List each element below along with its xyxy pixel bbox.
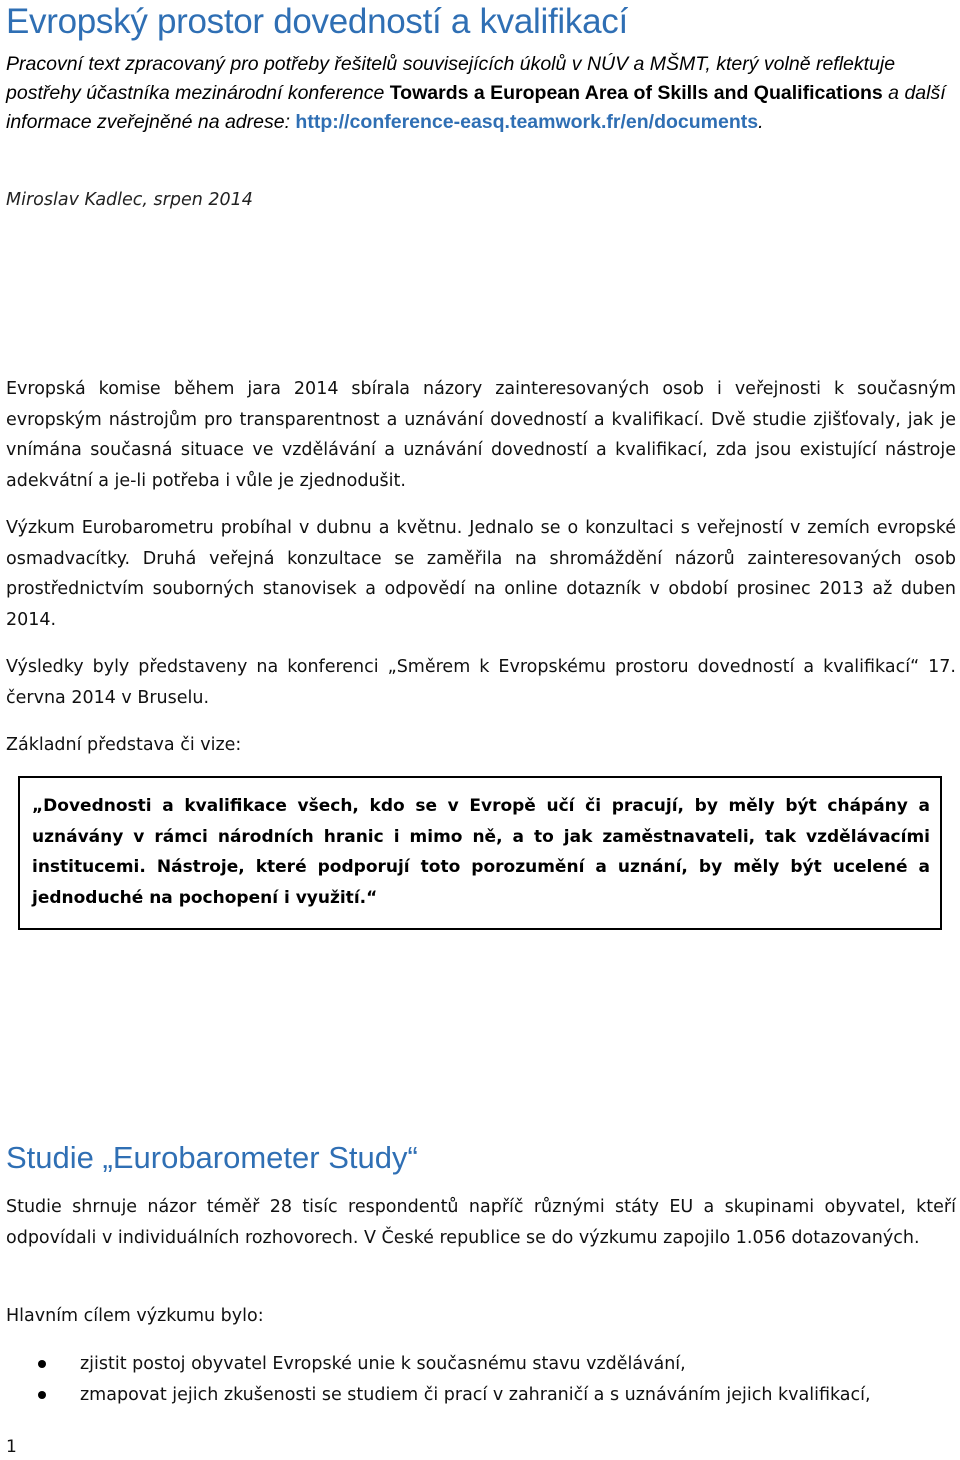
list-item: [30, 1380, 950, 1411]
list-item-text: zjistit postoj obyvatel Evropské unie k současnému stavu vzdělávání,: [80, 1354, 686, 1374]
intro-text-2: a další informace zveřejněné na adrese:: [6, 82, 946, 133]
page-title: Evropský prostor dovedností a kvalifikací: [6, 2, 628, 41]
paragraph-eurobarometer: Výzkum Eurobarometru probíhal v dubnu a květnu. Jednalo se o konzultaci s veřejností v zemích evropské osmadvacítky. Druhá veřejná konzultace se zaměřila na shromáždění názorů zainteresovaných osob prostřednictvím souborných stanovisek a odpovědí na online dotazník v období prosinec 2013 až duben 2014.: [6, 518, 956, 630]
intro-text: Pracovní text zpracovaný pro potřeby řešitelů souvisejících úkolů v NÚV a MŠMT, který volně reflektuje postřehy účastníka mezinárodní konference: [6, 53, 896, 104]
paragraph-study-goal: Hlavním cílem výzkumu bylo:: [6, 1306, 264, 1326]
paragraph-vision-intro: Základní představa či vize:: [6, 735, 242, 755]
intro-end: .: [758, 111, 764, 133]
paragraph-study-summary: Studie shrnuje názor téměř 28 tisíc respondentů napříč různými státy EU a skupinami obyvatel, kteří odpovídali v individuálních rozhovorech. V České republice se do výzkumu zapojilo 1.056 dotazovaných.: [6, 1197, 956, 1248]
bullet-icon: [38, 1391, 46, 1399]
bullet-icon: [38, 1360, 46, 1368]
author-line: Miroslav Kadlec, srpen 2014: [6, 190, 253, 210]
list-item: [30, 1349, 950, 1380]
vision-box: [18, 776, 942, 930]
page-number: 1: [6, 1437, 17, 1457]
documents-link[interactable]: http://conference-easq.teamwork.fr/en/documents: [295, 111, 759, 133]
intro-note: [6, 50, 946, 137]
vision-statement: „Dovednosti a kvalifikace všech, kdo se v Evropě učí či pracují, by měly být chápány a uznávány v rámci národních hranic i mimo ně, a to jak zaměstnavateli, tak vzdělávacími institucemi. Nástroje, které podporují toto porozumění a uznání, by měly být ucelené a jednoduché na pochopení i využití.“: [32, 796, 930, 908]
paragraph-commission: Evropská komise během jara 2014 sbírala názory zainteresovaných osob i veřejnosti k současným evropským nástrojům pro transparentnost a uznávání dovedností a kvalifikací. Dvě studie zjišťovaly, jak je vnímána současná situace ve vzdělávání a uznávání dovedností a kvalifikací, zda jsou existující nástroje adekvátní a je-li potřeba i vůle je zjednodušit.: [6, 379, 956, 491]
conference-name: Towards a European Area of Skills and Qualifications: [389, 82, 883, 104]
goal-list: [30, 1349, 950, 1410]
list-item-text: zmapovat jejich zkušenosti se studiem či prací v zahraničí a s uznáváním jejich kvalifikací,: [80, 1384, 871, 1405]
paragraph-results: Výsledky byly představeny na konferenci „Směrem k Evropskému prostoru dovedností a kvalifikací“ 17. června 2014 v Bruselu.: [6, 657, 956, 708]
section-heading-study: Studie „Eurobarometer Study“: [6, 1140, 418, 1175]
